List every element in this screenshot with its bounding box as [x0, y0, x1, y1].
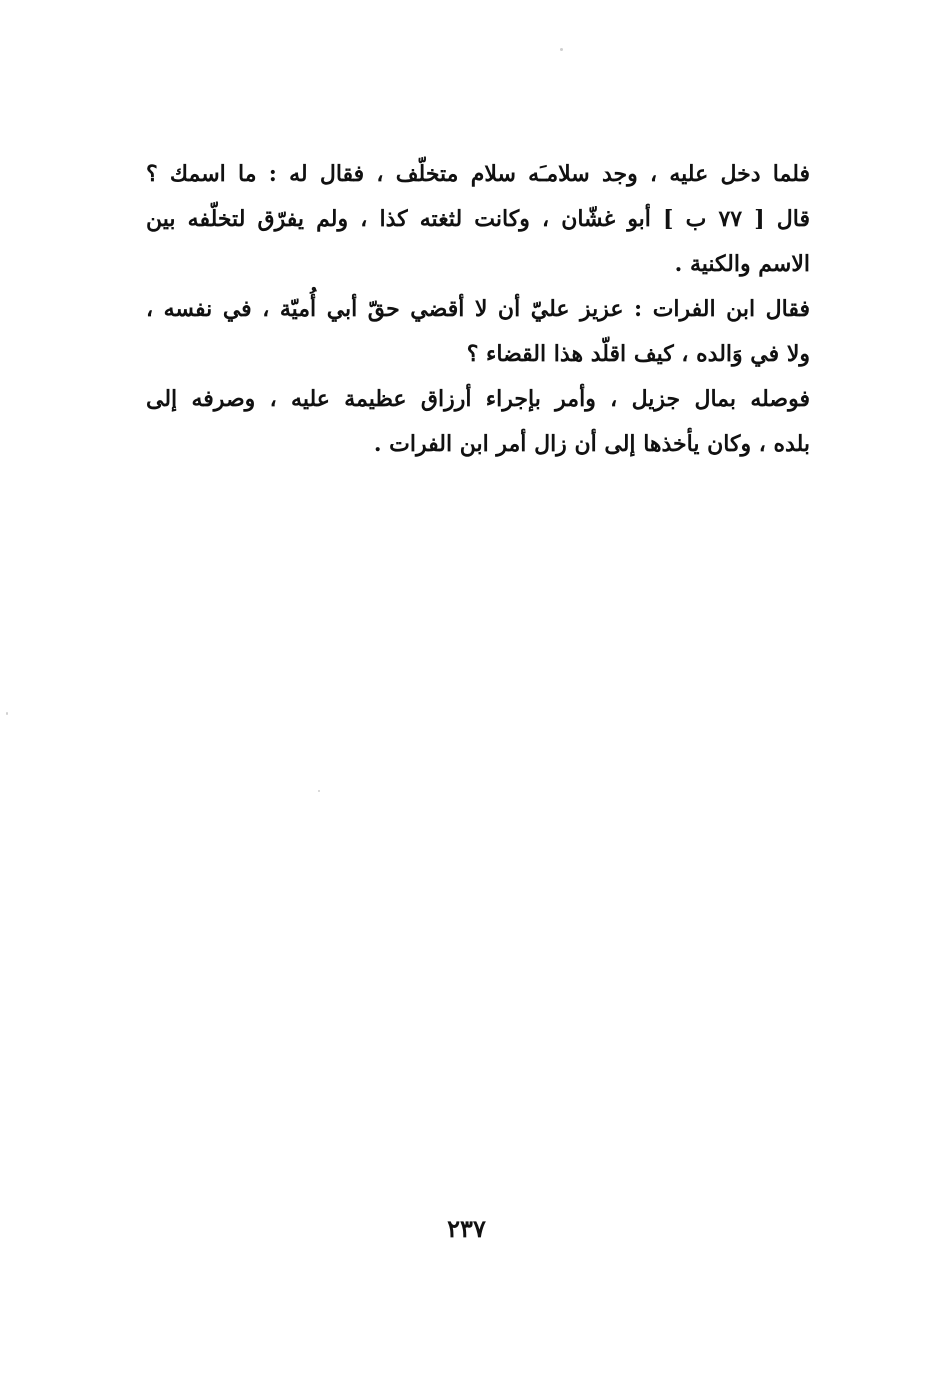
scan-speck	[560, 48, 563, 51]
text-line: ولا في وَالده ، كيف اقلّد هذا القضاء ؟	[466, 341, 810, 367]
paragraph-1	[146, 152, 810, 287]
text-line: قال [ ٧٧ ب ] أبو غشّان ، وكانت لثغته كذا ، ولم يفرّق لتخلّفه بين	[146, 206, 811, 232]
scan-speck	[318, 790, 320, 792]
text-line: بلده ، وكان يأخذها إلى أن زال أمر ابن الفرات .	[373, 431, 810, 457]
page-number: ٢٣٧	[447, 1214, 486, 1243]
text-line: فلما دخل عليه ، وجد سلامـَه سلام متخلّف ، فقال له : ما اسمك ؟	[146, 161, 810, 187]
body-text	[146, 152, 810, 467]
paragraph-2	[146, 287, 810, 377]
text-line: فقال ابن الفرات : عزيز عليّ أن لا أقضي حقّ أبي أُميّة ، في نفسه ،	[146, 296, 810, 322]
text-line: الاسم والكنية .	[674, 251, 810, 277]
paragraph-3	[146, 377, 810, 467]
text-line: فوصله بمال جزيل ، وأمر بإجراء أرزاق عظيمة عليه ، وصرفه إلى	[146, 386, 810, 412]
scan-speck	[6, 712, 8, 715]
